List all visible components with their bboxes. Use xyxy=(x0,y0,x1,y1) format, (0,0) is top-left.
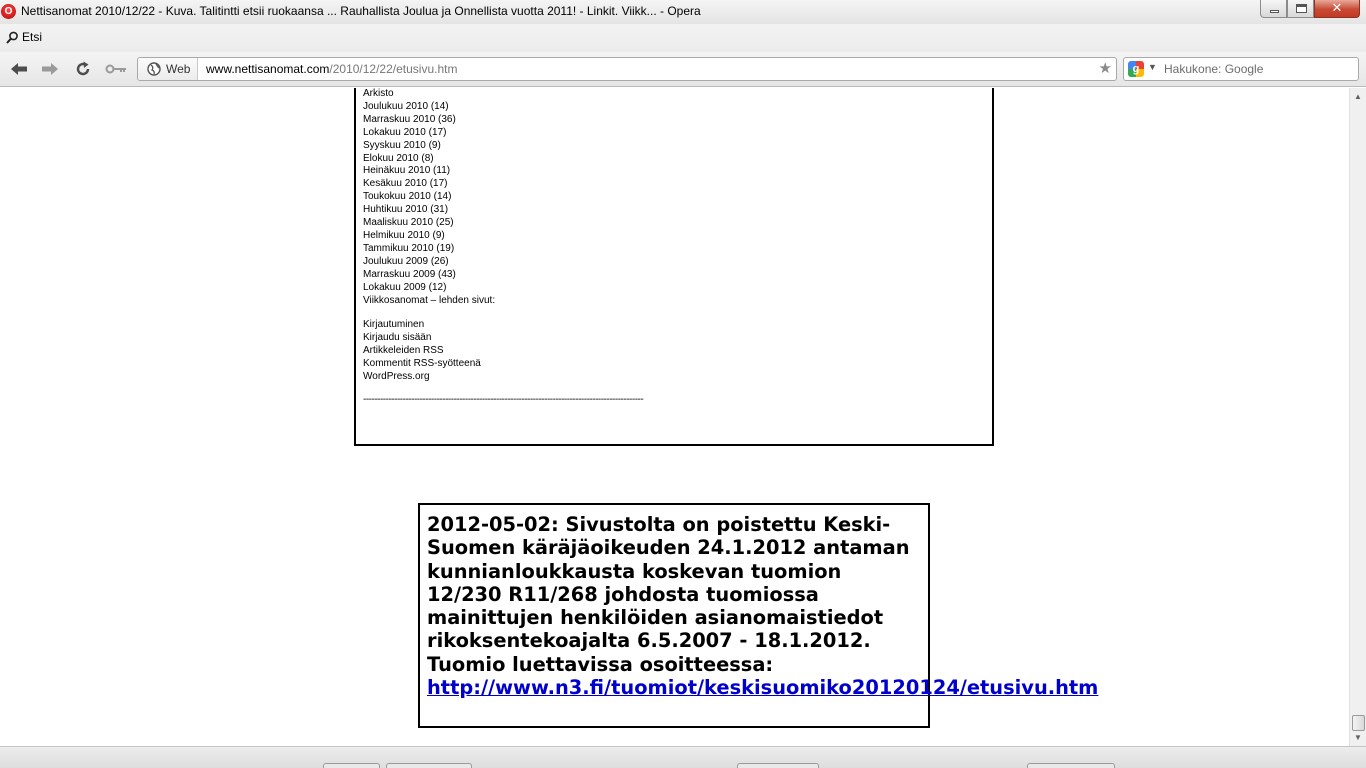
archive-month-link[interactable]: Heinäkuu 2010 (11) xyxy=(363,165,451,177)
site-info-label: Web xyxy=(166,62,191,76)
close-icon: ✕ xyxy=(1331,1,1343,16)
minimize-icon xyxy=(1270,10,1279,13)
removal-notice xyxy=(427,513,1099,700)
meta-link-login-heading: Kirjautuminen xyxy=(363,319,425,331)
archive-month-link[interactable]: Syyskuu 2010 (9) xyxy=(363,139,441,151)
archive-month-link[interactable]: Toukokuu 2010 (14) xyxy=(363,191,452,203)
search-engine-field[interactable] xyxy=(1123,57,1359,81)
wand-button[interactable] xyxy=(104,59,128,79)
archive-month-link[interactable]: Lokakuu 2010 (17) xyxy=(363,126,447,138)
meta-link-articles-rss[interactable]: Artikkeleiden RSS xyxy=(363,345,444,357)
title-bar xyxy=(0,0,1366,24)
search-engine-placeholder: Hakukone: Google xyxy=(1164,62,1264,76)
site-info-badge[interactable] xyxy=(138,58,198,80)
panel-tab[interactable] xyxy=(737,763,819,768)
reload-button[interactable] xyxy=(72,59,94,79)
status-bar xyxy=(0,746,1366,768)
address-field[interactable] xyxy=(137,57,1117,81)
reload-icon xyxy=(75,61,91,77)
url-text xyxy=(206,62,457,76)
key-icon xyxy=(105,64,127,74)
close-button[interactable] xyxy=(1314,0,1360,18)
scroll-up-icon[interactable]: ▲ xyxy=(1354,92,1362,101)
menu-bar xyxy=(0,24,1366,52)
archive-month-link[interactable]: Maaliskuu 2010 (25) xyxy=(363,217,454,229)
find-menu-button[interactable] xyxy=(6,30,42,44)
bookmark-star-icon[interactable]: ★ xyxy=(1098,60,1112,77)
archive-sidebar-box xyxy=(354,88,994,446)
scrollbar-thumb[interactable] xyxy=(1352,715,1365,731)
archive-month-link[interactable]: Lokakuu 2009 (12) xyxy=(363,281,447,293)
meta-link-login[interactable]: Kirjaudu sisään xyxy=(363,332,432,344)
archive-list xyxy=(363,88,643,407)
archive-month-link[interactable]: Marraskuu 2009 (43) xyxy=(363,268,456,280)
removal-notice-text: 2012-05-02: Sivustolta on poistettu Keski-Suomen käräjäoikeuden 24.1.2012 antaman kunnianloukkausta koskevan tuomion 12/230 R11/268 johdosta tuomiossa mainittujen henkilöiden asianomaistiedot rikoksentekoajalta 6.5.2007 - 18.1.2012. Tuomio luettavissa osoitteessa: xyxy=(427,513,910,676)
search-icon xyxy=(6,31,19,44)
window-controls xyxy=(1260,0,1360,18)
archive-month-link[interactable]: Joulukuu 2009 (26) xyxy=(363,255,449,267)
find-menu-label: Etsi xyxy=(22,30,43,44)
archive-month-link[interactable]: Kesäkuu 2010 (17) xyxy=(363,178,448,190)
search-engine-dropdown-icon[interactable]: ▼ xyxy=(1148,62,1157,72)
dashed-divider: --------------------------------------------------------------------------------------------------- xyxy=(363,393,644,405)
archive-heading: Arkisto xyxy=(363,88,394,99)
opera-logo-icon: O xyxy=(1,4,16,19)
forward-arrow-icon xyxy=(41,62,59,76)
google-icon[interactable]: g xyxy=(1128,61,1144,77)
archive-month-link[interactable]: Huhtikuu 2010 (31) xyxy=(363,204,449,216)
window-title: Nettisanomat 2010/12/22 - Kuva. Talitintti etsii ruokaansa ... Rauhallista Joulua ja Onnellista vuotta 2011! - Linkit. Viikk... - Opera xyxy=(21,4,701,18)
archive-month-link[interactable]: Elokuu 2010 (8) xyxy=(363,152,434,164)
archive-month-link[interactable]: Joulukuu 2010 (14) xyxy=(363,100,449,112)
vertical-scrollbar[interactable] xyxy=(1349,88,1366,746)
verdict-link[interactable]: http://www.n3.fi/tuomiot/keskisuomiko20120124/etusivu.htm xyxy=(427,676,1099,700)
url-host: www.nettisanomat.com xyxy=(206,62,330,76)
back-arrow-icon xyxy=(10,62,28,76)
back-button[interactable] xyxy=(8,59,30,79)
panel-tab[interactable] xyxy=(386,763,472,768)
archive-month-link[interactable]: Marraskuu 2010 (36) xyxy=(363,113,456,125)
meta-link-wordpress[interactable]: WordPress.org xyxy=(363,371,430,383)
forward-button[interactable] xyxy=(39,59,61,79)
navigation-bar xyxy=(0,52,1366,87)
url-path: /2010/12/22/etusivu.htm xyxy=(329,62,458,76)
removal-notice-box xyxy=(418,503,1099,728)
meta-link-comments-rss[interactable]: Kommentit RSS-syötteenä xyxy=(363,358,481,370)
panel-tab[interactable] xyxy=(323,763,380,768)
page-viewport xyxy=(0,88,1349,746)
maximize-button[interactable] xyxy=(1287,0,1314,18)
minimize-button[interactable] xyxy=(1260,0,1287,18)
weekly-pages-label: Viikkosanomat – lehden sivut: xyxy=(363,294,496,306)
panel-tab[interactable] xyxy=(1027,763,1115,768)
restore-icon xyxy=(1296,4,1307,13)
scroll-down-icon[interactable]: ▼ xyxy=(1354,733,1362,742)
archive-month-link[interactable]: Tammikuu 2010 (19) xyxy=(363,242,455,254)
archive-month-link[interactable]: Helmikuu 2010 (9) xyxy=(363,229,445,241)
globe-icon xyxy=(147,62,161,76)
spacer xyxy=(363,307,643,319)
